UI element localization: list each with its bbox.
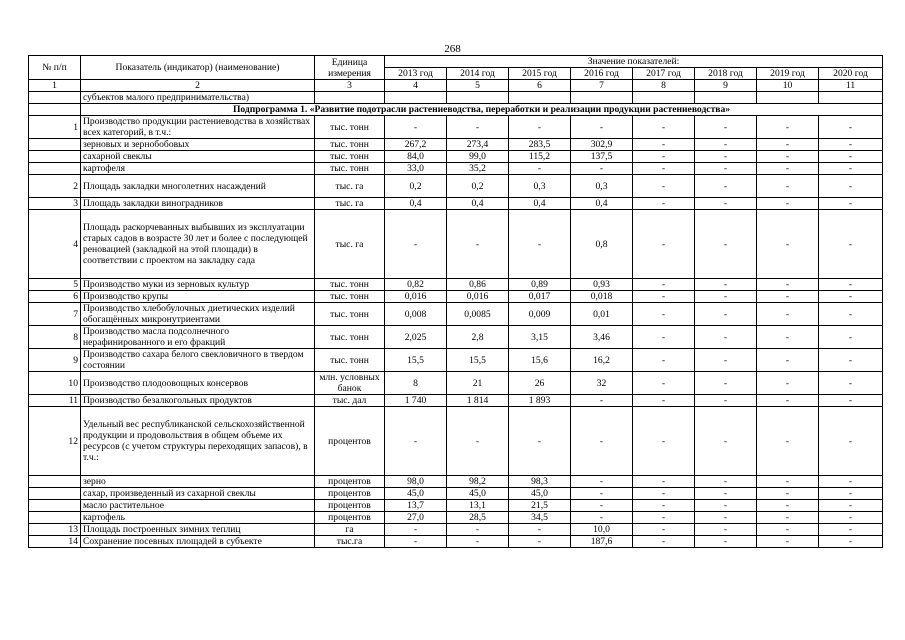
row-number bbox=[29, 139, 81, 151]
value-cell: - bbox=[633, 372, 695, 395]
unit: процентов bbox=[315, 512, 385, 524]
table-row bbox=[29, 151, 883, 163]
unit: тыс.га bbox=[315, 536, 385, 548]
value-cell: 45,0 bbox=[509, 488, 571, 500]
value-cell: - bbox=[819, 536, 883, 548]
unit: тыс. тонн bbox=[315, 163, 385, 175]
table-row bbox=[29, 139, 883, 151]
value-cell: - bbox=[819, 116, 883, 139]
value-cell: 0,008 bbox=[385, 303, 447, 326]
value-cell: - bbox=[695, 116, 757, 139]
value-cell: 28,5 bbox=[447, 512, 509, 524]
header-year: 2015 год bbox=[509, 68, 571, 80]
column-number: 2 bbox=[81, 80, 315, 92]
carryover-text: субъектов малого предпринимательства) bbox=[81, 92, 315, 104]
value-cell: 283,5 bbox=[509, 139, 571, 151]
value-cell: - bbox=[695, 291, 757, 303]
value-cell: 3,46 bbox=[571, 326, 633, 349]
table-row bbox=[29, 175, 883, 198]
column-number: 9 bbox=[695, 80, 757, 92]
row-number bbox=[29, 151, 81, 163]
value-cell: 302,9 bbox=[571, 139, 633, 151]
value-cell: 2,8 bbox=[447, 326, 509, 349]
value-cell: 1 814 bbox=[447, 395, 509, 407]
value-cell: - bbox=[571, 476, 633, 488]
value-cell: 267,2 bbox=[385, 139, 447, 151]
row-number: 3 bbox=[29, 198, 81, 210]
value-cell: - bbox=[757, 500, 819, 512]
indicator-name: Производство плодоовощных консервов bbox=[81, 372, 315, 395]
indicator-name: масло растительное bbox=[81, 500, 315, 512]
value-cell: - bbox=[633, 524, 695, 536]
row-number: 9 bbox=[29, 349, 81, 372]
header-year: 2019 год bbox=[757, 68, 819, 80]
column-numbers-row bbox=[29, 80, 883, 92]
header-year: 2013 год bbox=[385, 68, 447, 80]
value-cell: - bbox=[571, 512, 633, 524]
header-year: 2020 год bbox=[819, 68, 883, 80]
value-cell: - bbox=[757, 512, 819, 524]
value-cell: - bbox=[571, 500, 633, 512]
value-cell: 21,5 bbox=[509, 500, 571, 512]
value-cell: - bbox=[571, 163, 633, 175]
indicator-name: Производство крупы bbox=[81, 291, 315, 303]
value-cell: - bbox=[633, 151, 695, 163]
value-cell: - bbox=[509, 163, 571, 175]
table-row bbox=[29, 303, 883, 326]
value-cell: 13,7 bbox=[385, 500, 447, 512]
indicator-name: Площадь закладки виноградников bbox=[81, 198, 315, 210]
unit: процентов bbox=[315, 476, 385, 488]
indicator-name: Площадь построенных зимних теплиц bbox=[81, 524, 315, 536]
value-cell: - bbox=[695, 512, 757, 524]
value-cell: 45,0 bbox=[447, 488, 509, 500]
value-cell: - bbox=[757, 524, 819, 536]
unit: тыс. га bbox=[315, 198, 385, 210]
indicator-name: картофеля bbox=[81, 163, 315, 175]
value-cell: 0,4 bbox=[447, 198, 509, 210]
value-cell: - bbox=[509, 116, 571, 139]
indicator-name: картофель bbox=[81, 512, 315, 524]
row-number: 2 bbox=[29, 175, 81, 198]
value-cell: - bbox=[819, 291, 883, 303]
value-cell: - bbox=[757, 476, 819, 488]
column-number: 3 bbox=[315, 80, 385, 92]
table-row bbox=[29, 524, 883, 536]
value-cell: 0,0085 bbox=[447, 303, 509, 326]
value-cell: 32 bbox=[571, 372, 633, 395]
value-cell: - bbox=[633, 279, 695, 291]
row-number: 7 bbox=[29, 303, 81, 326]
row-number bbox=[29, 512, 81, 524]
value-cell: - bbox=[757, 395, 819, 407]
value-cell: - bbox=[819, 407, 883, 476]
row-number: 1 bbox=[29, 116, 81, 139]
value-cell: 0,009 bbox=[509, 303, 571, 326]
table-row bbox=[29, 407, 883, 476]
header-year: 2017 год bbox=[633, 68, 695, 80]
column-number: 11 bbox=[819, 80, 883, 92]
row-number bbox=[29, 476, 81, 488]
value-cell: - bbox=[633, 349, 695, 372]
value-cell: - bbox=[509, 210, 571, 279]
row-number bbox=[29, 163, 81, 175]
table-row bbox=[29, 372, 883, 395]
column-number: 5 bbox=[447, 80, 509, 92]
unit: процентов bbox=[315, 488, 385, 500]
value-cell: - bbox=[633, 488, 695, 500]
value-cell: - bbox=[385, 407, 447, 476]
value-cell: 0,93 bbox=[571, 279, 633, 291]
header-year: 2016 год bbox=[571, 68, 633, 80]
value-cell: 0,82 bbox=[385, 279, 447, 291]
value-cell: - bbox=[695, 488, 757, 500]
value-cell: - bbox=[695, 476, 757, 488]
value-cell: - bbox=[819, 151, 883, 163]
indicator-name: Удельный вес республиканской сельскохозяйственной продукции и продовольствия в общем объеме их ресурсов (с учетом структуры переходящих запасов), в т.ч.: bbox=[81, 407, 315, 476]
value-cell: 137,5 bbox=[571, 151, 633, 163]
row-number: 10 bbox=[29, 372, 81, 395]
carryover-row bbox=[29, 92, 883, 104]
value-cell: 0,016 bbox=[447, 291, 509, 303]
row-number: 11 bbox=[29, 395, 81, 407]
value-cell: - bbox=[757, 407, 819, 476]
value-cell: - bbox=[509, 536, 571, 548]
indicators-table bbox=[28, 55, 883, 548]
value-cell: 0,4 bbox=[509, 198, 571, 210]
value-cell: - bbox=[695, 326, 757, 349]
unit: тыс. тонн bbox=[315, 303, 385, 326]
row-number: 13 bbox=[29, 524, 81, 536]
indicator-name: Сохранение посевных площадей в субъекте bbox=[81, 536, 315, 548]
table-row bbox=[29, 512, 883, 524]
value-cell: 187,6 bbox=[571, 536, 633, 548]
indicator-name: Производство безалкогольных продуктов bbox=[81, 395, 315, 407]
value-cell: 1 740 bbox=[385, 395, 447, 407]
indicator-name: Производство муки из зерновых культур bbox=[81, 279, 315, 291]
unit: тыс. га bbox=[315, 175, 385, 198]
table-row bbox=[29, 326, 883, 349]
unit: тыс. га bbox=[315, 210, 385, 279]
subprogram-title: Подпрограмма 1. «Развитие подотрасли растениеводства, переработки и реализации продукции растениеводства» bbox=[81, 104, 883, 116]
value-cell: - bbox=[757, 372, 819, 395]
value-cell: - bbox=[819, 372, 883, 395]
value-cell: 98,0 bbox=[385, 476, 447, 488]
table-row bbox=[29, 349, 883, 372]
value-cell: 0,3 bbox=[571, 175, 633, 198]
value-cell: 0,2 bbox=[385, 175, 447, 198]
value-cell: - bbox=[633, 303, 695, 326]
value-cell: - bbox=[757, 279, 819, 291]
value-cell: - bbox=[819, 198, 883, 210]
row-number bbox=[29, 500, 81, 512]
row-number: 5 bbox=[29, 279, 81, 291]
value-cell: - bbox=[633, 536, 695, 548]
table-row bbox=[29, 536, 883, 548]
value-cell: - bbox=[695, 500, 757, 512]
page-number: 268 bbox=[444, 43, 461, 55]
value-cell: - bbox=[757, 175, 819, 198]
value-cell: - bbox=[695, 536, 757, 548]
value-cell: - bbox=[695, 524, 757, 536]
value-cell: - bbox=[819, 326, 883, 349]
column-number: 8 bbox=[633, 80, 695, 92]
table-row bbox=[29, 500, 883, 512]
value-cell: - bbox=[819, 524, 883, 536]
header-indicator: Показатель (индикатор) (наименование) bbox=[81, 56, 315, 80]
value-cell: 0,3 bbox=[509, 175, 571, 198]
value-cell: - bbox=[695, 163, 757, 175]
value-cell: - bbox=[633, 500, 695, 512]
value-cell: 115,2 bbox=[509, 151, 571, 163]
value-cell: - bbox=[633, 326, 695, 349]
value-cell: - bbox=[695, 372, 757, 395]
value-cell: 15,6 bbox=[509, 349, 571, 372]
value-cell: - bbox=[695, 198, 757, 210]
value-cell: - bbox=[819, 500, 883, 512]
value-cell: 13,1 bbox=[447, 500, 509, 512]
value-cell: 15,5 bbox=[447, 349, 509, 372]
unit: га bbox=[315, 524, 385, 536]
table-row bbox=[29, 488, 883, 500]
value-cell: - bbox=[819, 476, 883, 488]
value-cell: 45,0 bbox=[385, 488, 447, 500]
value-cell: 0,016 bbox=[385, 291, 447, 303]
value-cell: - bbox=[633, 395, 695, 407]
value-cell: 0,86 bbox=[447, 279, 509, 291]
value-cell: 33,0 bbox=[385, 163, 447, 175]
value-cell: 0,89 bbox=[509, 279, 571, 291]
row-number bbox=[29, 488, 81, 500]
value-cell: - bbox=[633, 407, 695, 476]
row-number: 14 bbox=[29, 536, 81, 548]
table-row bbox=[29, 395, 883, 407]
value-cell: - bbox=[385, 210, 447, 279]
value-cell: 98,2 bbox=[447, 476, 509, 488]
value-cell: - bbox=[509, 524, 571, 536]
value-cell: - bbox=[633, 476, 695, 488]
table-row bbox=[29, 476, 883, 488]
value-cell: - bbox=[571, 407, 633, 476]
header-year: 2018 год bbox=[695, 68, 757, 80]
subprogram-row bbox=[29, 104, 883, 116]
table-row bbox=[29, 291, 883, 303]
value-cell: 84,0 bbox=[385, 151, 447, 163]
value-cell: - bbox=[695, 279, 757, 291]
value-cell: 34,5 bbox=[509, 512, 571, 524]
value-cell: - bbox=[571, 116, 633, 139]
indicator-name: сахар, произведенный из сахарной свеклы bbox=[81, 488, 315, 500]
header-num: № п/п bbox=[29, 56, 81, 80]
unit: тыс. тонн bbox=[315, 279, 385, 291]
indicator-name: зерновых и зернобобовых bbox=[81, 139, 315, 151]
unit: тыс. тонн bbox=[315, 291, 385, 303]
value-cell: - bbox=[509, 407, 571, 476]
value-cell: 98,3 bbox=[509, 476, 571, 488]
row-number: 12 bbox=[29, 407, 81, 476]
value-cell: 0,4 bbox=[571, 198, 633, 210]
value-cell: 0,017 bbox=[509, 291, 571, 303]
value-cell: 2,025 bbox=[385, 326, 447, 349]
value-cell: - bbox=[633, 210, 695, 279]
value-cell: - bbox=[757, 536, 819, 548]
value-cell: - bbox=[695, 303, 757, 326]
column-number: 7 bbox=[571, 80, 633, 92]
value-cell: - bbox=[757, 349, 819, 372]
indicator-name: Производство сахара белого свекловичного в твердом состоянии bbox=[81, 349, 315, 372]
value-cell: 35,2 bbox=[447, 163, 509, 175]
unit: тыс. тонн bbox=[315, 349, 385, 372]
value-cell: - bbox=[757, 198, 819, 210]
value-cell: - bbox=[695, 139, 757, 151]
value-cell: 99,0 bbox=[447, 151, 509, 163]
header-unit: Единица измерения bbox=[315, 56, 385, 80]
value-cell: - bbox=[695, 175, 757, 198]
value-cell: 8 bbox=[385, 372, 447, 395]
indicator-name: Площадь закладки многолетних насаждений bbox=[81, 175, 315, 198]
value-cell: - bbox=[447, 210, 509, 279]
value-cell: - bbox=[819, 279, 883, 291]
value-cell: - bbox=[447, 524, 509, 536]
value-cell: 16,2 bbox=[571, 349, 633, 372]
value-cell: 273,4 bbox=[447, 139, 509, 151]
table-row bbox=[29, 210, 883, 279]
unit: млн. условных банок bbox=[315, 372, 385, 395]
value-cell: 26 bbox=[509, 372, 571, 395]
value-cell: - bbox=[447, 116, 509, 139]
value-cell: - bbox=[757, 116, 819, 139]
value-cell: 0,4 bbox=[385, 198, 447, 210]
table-row bbox=[29, 163, 883, 175]
value-cell: - bbox=[757, 163, 819, 175]
value-cell: - bbox=[819, 349, 883, 372]
value-cell: 0,01 bbox=[571, 303, 633, 326]
value-cell: - bbox=[633, 163, 695, 175]
value-cell: 3,15 bbox=[509, 326, 571, 349]
value-cell: - bbox=[385, 116, 447, 139]
value-cell: - bbox=[819, 512, 883, 524]
value-cell: - bbox=[385, 536, 447, 548]
value-cell: - bbox=[819, 488, 883, 500]
header-year: 2014 год bbox=[447, 68, 509, 80]
value-cell: 10,0 bbox=[571, 524, 633, 536]
value-cell: 0,018 bbox=[571, 291, 633, 303]
value-cell: - bbox=[633, 139, 695, 151]
value-cell: - bbox=[633, 291, 695, 303]
unit: тыс. тонн bbox=[315, 116, 385, 139]
value-cell: - bbox=[695, 407, 757, 476]
column-number: 1 bbox=[29, 80, 81, 92]
value-cell: - bbox=[633, 198, 695, 210]
unit: тыс. тонн bbox=[315, 139, 385, 151]
indicator-name: Производство хлебобулочных диетических изделий обогащённых микронутриентами bbox=[81, 303, 315, 326]
value-cell: - bbox=[385, 524, 447, 536]
value-cell: - bbox=[695, 395, 757, 407]
value-cell: - bbox=[819, 163, 883, 175]
indicator-name: Производство масла подсолнечного нерафинированного и его фракций bbox=[81, 326, 315, 349]
unit: тыс. тонн bbox=[315, 326, 385, 349]
indicator-name: сахарной свеклы bbox=[81, 151, 315, 163]
value-cell: - bbox=[695, 210, 757, 279]
column-number: 10 bbox=[757, 80, 819, 92]
value-cell: 27,0 bbox=[385, 512, 447, 524]
value-cell: - bbox=[819, 175, 883, 198]
indicator-name: Площадь раскорчеванных выбывших из эксплуатации старых садов в возрасте 30 лет и более с последующей реновацией (закладкой на этой площади) в соответствии с проектом на закладку сада bbox=[81, 210, 315, 279]
value-cell: - bbox=[695, 349, 757, 372]
table-row bbox=[29, 116, 883, 139]
row-number: 6 bbox=[29, 291, 81, 303]
value-cell: - bbox=[757, 326, 819, 349]
value-cell: - bbox=[819, 139, 883, 151]
value-cell: 1 893 bbox=[509, 395, 571, 407]
value-cell: - bbox=[447, 407, 509, 476]
column-number: 6 bbox=[509, 80, 571, 92]
value-cell: 21 bbox=[447, 372, 509, 395]
unit: процентов bbox=[315, 500, 385, 512]
unit: тыс. тонн bbox=[315, 151, 385, 163]
indicator-name: зерно bbox=[81, 476, 315, 488]
value-cell: - bbox=[757, 303, 819, 326]
row-number: 8 bbox=[29, 326, 81, 349]
value-cell: - bbox=[757, 291, 819, 303]
value-cell: - bbox=[633, 116, 695, 139]
value-cell: 0,8 bbox=[571, 210, 633, 279]
value-cell: - bbox=[447, 536, 509, 548]
value-cell: - bbox=[757, 151, 819, 163]
value-cell: - bbox=[633, 175, 695, 198]
value-cell: 15,5 bbox=[385, 349, 447, 372]
value-cell: - bbox=[757, 488, 819, 500]
value-cell: - bbox=[695, 151, 757, 163]
value-cell: - bbox=[819, 210, 883, 279]
row-number: 4 bbox=[29, 210, 81, 279]
value-cell: 0,2 bbox=[447, 175, 509, 198]
table-row bbox=[29, 198, 883, 210]
table-row bbox=[29, 279, 883, 291]
indicator-name: Производство продукции растениеводства в хозяйствах всех категорий, в т.ч.: bbox=[81, 116, 315, 139]
unit: тыс. дал bbox=[315, 395, 385, 407]
unit: процентов bbox=[315, 407, 385, 476]
value-cell: - bbox=[571, 395, 633, 407]
value-cell: - bbox=[819, 395, 883, 407]
value-cell: - bbox=[819, 303, 883, 326]
value-cell: - bbox=[571, 488, 633, 500]
value-cell: - bbox=[757, 210, 819, 279]
value-cell: - bbox=[633, 512, 695, 524]
header-values: Значение показателей: bbox=[385, 56, 883, 68]
value-cell: - bbox=[757, 139, 819, 151]
column-number: 4 bbox=[385, 80, 447, 92]
